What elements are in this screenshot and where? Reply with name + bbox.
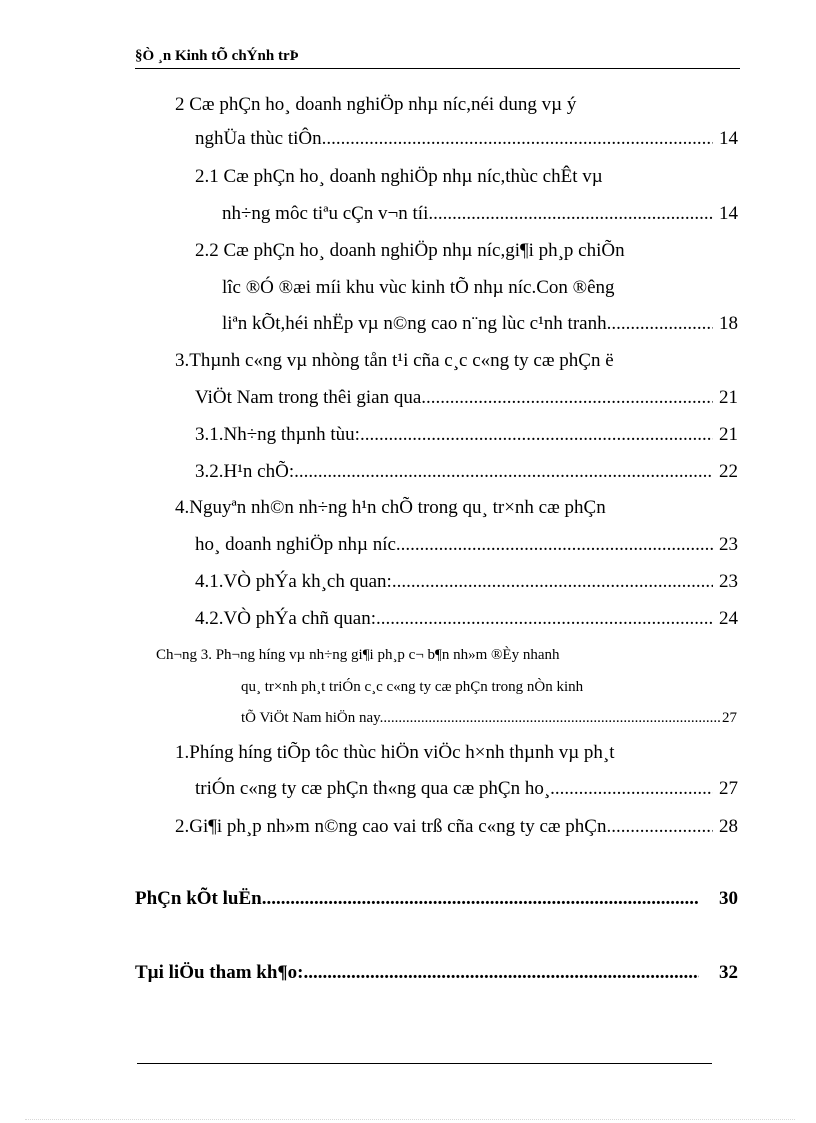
chapter-heading-line: Ch¬ng 3. Ph¬ng híng vµ nh÷ng gi¶i ph¸p c¬ b¶n nh»m ®Èy nhanh [156, 647, 560, 663]
page-number: 23 [719, 571, 738, 592]
toc-references[interactable] [135, 960, 738, 986]
toc-entry[interactable] [195, 532, 738, 558]
dot-leader [294, 459, 713, 485]
header-title: §Ò ¸n Kinh tÕ chÝnh trÞ [135, 48, 299, 64]
dot-leader [611, 814, 713, 840]
toc-entry-text: ViÖt Nam trong thêi gian qua. [195, 387, 427, 408]
page-number: 27 [719, 778, 738, 799]
dot-leader [262, 886, 699, 912]
toc-entry-text: ho¸ doanh nghiÖp nhµ níc. [195, 534, 401, 555]
page-number: 14 [719, 128, 738, 149]
toc-entry-text: 4.1.VÒ phÝa kh¸ch quan: [195, 571, 392, 592]
dot-leader [383, 707, 720, 729]
dot-leader [426, 385, 713, 411]
toc-entry[interactable] [195, 606, 738, 632]
toc-entry[interactable] [175, 814, 738, 840]
page-number: 30 [719, 888, 738, 909]
chapter-heading-line: qu¸ tr×nh ph¸t triÓn c¸c c«ng ty cæ phÇn trong nÒn kinh [241, 679, 584, 695]
dot-leader [401, 532, 713, 558]
toc-entry-text: 3.1.Nh÷ng thµnh tùu: [195, 424, 360, 445]
toc-entry-text: nh÷ng môc tiªu cÇn v¬n tíi. [222, 203, 434, 224]
page-number: 27 [722, 710, 737, 726]
toc-entry-line: 2.2 Cæ phÇn ho¸ doanh nghiÖp nhµ níc,gi¶i ph¸p chiÕn [195, 240, 625, 261]
dot-leader [304, 960, 700, 986]
toc-entry[interactable] [195, 776, 738, 802]
dot-leader [376, 606, 713, 632]
toc-entry-text: nghÜa thùc tiÔn. [195, 128, 327, 149]
toc-entry-line: 3.Thµnh c«ng vµ nhòng tån t¹i cña c¸c c«ng ty cæ phÇn ë [175, 350, 614, 371]
footer-divider [137, 1063, 712, 1064]
toc-entry-text: 4.2.VÒ phÝa chñ quan: [195, 608, 376, 629]
dot-leader [611, 311, 713, 337]
toc-entry-line: lîc ®Ó ®æi míi khu vùc kinh tÕ nhµ níc.Con ®êng [222, 277, 615, 298]
page-border [25, 1119, 795, 1120]
toc-entry-text: Tµi liÖu tham kh¶o: [135, 962, 304, 983]
toc-conclusion[interactable] [135, 886, 738, 912]
toc-entry[interactable] [195, 126, 738, 152]
toc-entry-line: 1.Phíng híng tiÕp tôc thùc hiÖn viÖc h×nh thµnh vµ ph¸t [175, 742, 615, 763]
page-number: 21 [719, 387, 738, 408]
page-number: 23 [719, 534, 738, 555]
toc-entry-line: 2 Cæ phÇn ho¸ doanh nghiÖp nhµ níc,néi dung vµ ý [175, 94, 577, 115]
page-number: 14 [719, 203, 738, 224]
toc-entry[interactable] [195, 422, 738, 448]
page-number: 28 [719, 816, 738, 837]
page-number: 18 [719, 313, 738, 334]
dot-leader [555, 776, 713, 802]
dot-leader [392, 569, 713, 595]
toc-entry-line: 2.1 Cæ phÇn ho¸ doanh nghiÖp nhµ níc,thùc chÊt vµ [195, 166, 603, 187]
page-number: 22 [719, 461, 738, 482]
page-number: 21 [719, 424, 738, 445]
toc-entry-text: tÕ ViÖt Nam hiÖn nay. [241, 710, 384, 726]
toc-entry-line: 4.Nguyªn nh©n nh÷ng h¹n chÕ trong qu¸ tr×nh cæ phÇn [175, 497, 606, 518]
toc-entry[interactable] [195, 569, 738, 595]
chapter-entry[interactable] [241, 707, 737, 729]
dot-leader [326, 126, 713, 152]
page-number: 32 [719, 962, 738, 983]
toc-entry-text: liªn kÕt,héi nhËp vµ n©ng cao n¨ng lùc c¹nh tranh. [222, 313, 612, 334]
toc-entry-text: 2.Gi¶i ph¸p nh»m n©ng cao vai trß cña c«ng ty cæ phÇn. [175, 816, 612, 837]
toc-entry-text: 3.2.H¹n chÕ: [195, 461, 295, 482]
toc-entry[interactable] [222, 201, 738, 227]
toc-entry[interactable] [195, 459, 738, 485]
toc-entry-text: PhÇn kÕt luËn [135, 888, 262, 909]
page-number: 24 [719, 608, 738, 629]
dot-leader [360, 422, 713, 448]
toc-entry[interactable] [222, 311, 738, 337]
toc-entry-text: triÓn c«ng ty cæ phÇn th«ng qua cæ phÇn ho¸. [195, 778, 555, 799]
toc-entry[interactable] [195, 385, 738, 411]
dot-leader [433, 201, 713, 227]
